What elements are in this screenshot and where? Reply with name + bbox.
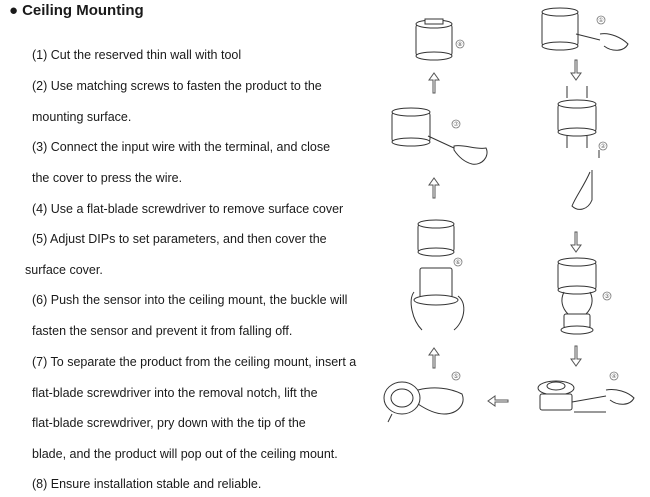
step-marker: ⑧ <box>457 41 463 48</box>
step-marker: ② <box>600 143 606 150</box>
instruction-line: mounting surface. <box>32 110 132 124</box>
instruction-line: flat-blade screwdriver, pry down with the tip of the <box>32 416 306 430</box>
sensor-illustration <box>392 108 487 164</box>
section-title <box>9 2 144 19</box>
arrow-up-icon <box>429 348 439 368</box>
instruction-line: (5) Adjust DIPs to set parameters, and then cover the <box>32 232 327 246</box>
sensor-illustration <box>416 19 452 60</box>
instruction-line: (4) Use a flat-blade screwdriver to remove surface cover <box>32 202 344 216</box>
mount-illustration <box>538 381 634 412</box>
mount-illustration <box>558 86 599 209</box>
instruction-line: the cover to press the wire. <box>32 171 183 185</box>
step-marker: ③ <box>604 293 610 300</box>
instruction-line: (6) Push the sensor into the ceiling mount, the buckle will <box>32 293 348 307</box>
instruction-line: fasten the sensor and prevent it from falling off. <box>32 324 293 338</box>
step-marker: ⑤ <box>453 373 459 380</box>
section-title-text: Ceiling Mounting <box>22 2 144 19</box>
instruction-line: (7) To separate the product from the ceiling mount, insert a <box>32 355 357 369</box>
arrow-down-icon <box>571 346 581 366</box>
instruction-line: (1) Cut the reserved thin wall with tool <box>32 48 242 62</box>
arrow-left-icon <box>488 396 508 406</box>
instruction-line: surface cover. <box>25 263 103 277</box>
arrow-up-icon <box>429 178 439 198</box>
sensor-illustration <box>411 220 464 330</box>
instruction-line: blade, and the product will pop out of the ceiling mount. <box>32 447 338 461</box>
step-marker: ① <box>598 17 604 24</box>
step-marker: ④ <box>611 373 617 380</box>
instruction-line: flat-blade screwdriver into the removal notch, lift the <box>32 386 318 400</box>
step-marker: ⑦ <box>453 121 459 128</box>
instruction-line: (2) Use matching screws to fasten the product to the <box>32 79 322 93</box>
arrow-down-icon <box>571 60 581 80</box>
instruction-line: (8) Ensure installation stable and reliable. <box>32 477 262 491</box>
installation-diagram <box>378 0 650 497</box>
bullet-icon: ● <box>9 2 19 19</box>
mount-illustration <box>542 8 628 50</box>
arrow-up-icon <box>429 73 439 93</box>
arrow-down-icon <box>571 232 581 252</box>
sensor-illustration <box>558 258 596 334</box>
instruction-line: (3) Connect the input wire with the terminal, and close <box>32 140 331 154</box>
mount-illustration <box>384 382 463 422</box>
step-marker: ⑥ <box>455 259 461 266</box>
